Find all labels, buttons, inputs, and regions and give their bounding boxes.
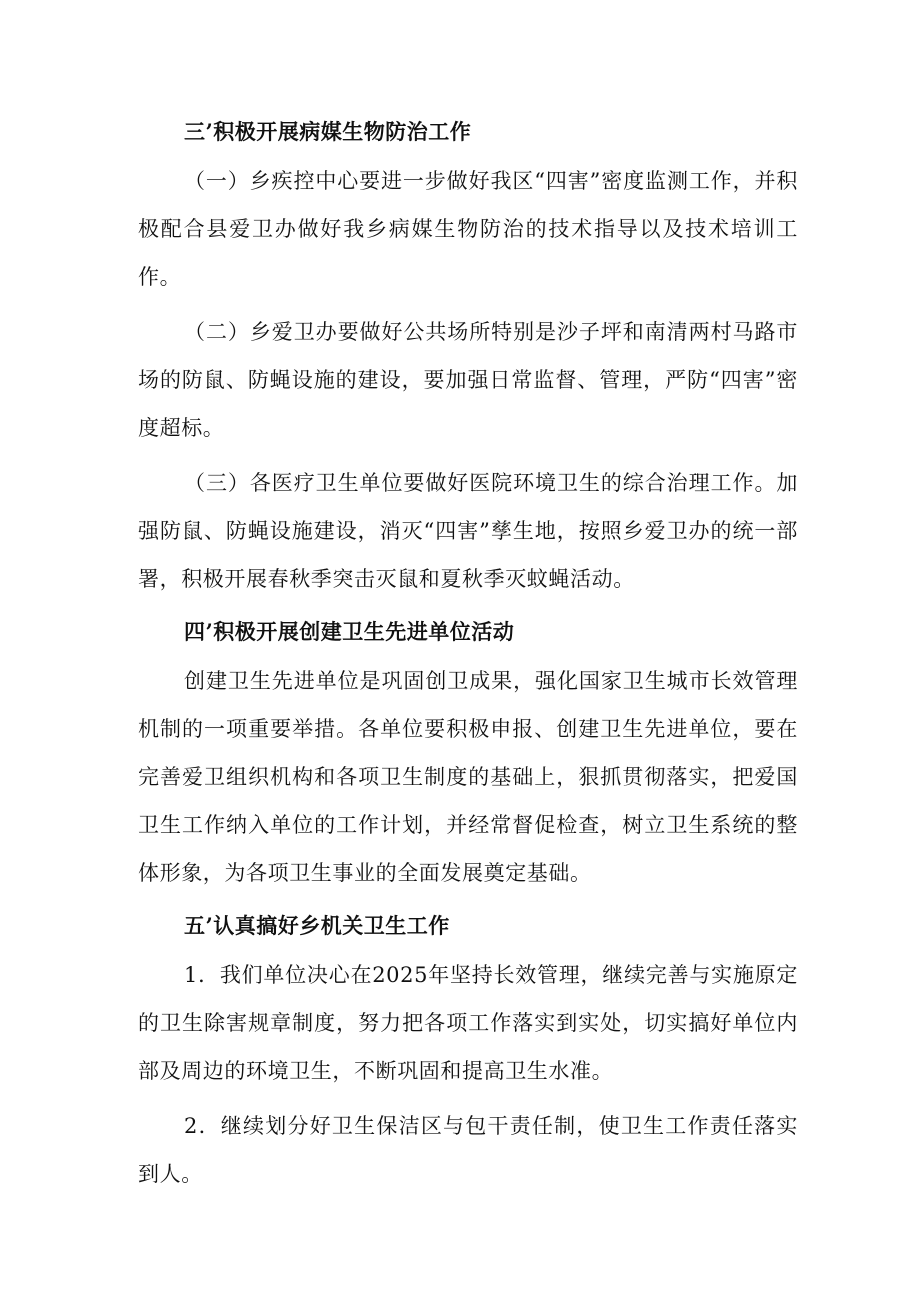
paragraph-3-3: （三）各医疗卫生单位要做好医院环境卫生的综合治理工作。加强防鼠、防蝇设施建设，消灭“四害”孳生地，按照乡爱卫办的统一部署，积极开展春秋季突击灭鼠和夏秋季灭蚊蝇活动。 (138, 471, 798, 591)
section-heading-3: 三’积极开展病媒生物防治工作 (184, 119, 472, 144)
paragraph-3-1: （一）乡疾控中心要进一步做好我区“四害”密度监测工作，并积极配合县爱卫办做好我乡病媒生物防治的技术指导以及技术培训工作。 (138, 169, 798, 289)
paragraph-5-1: 1．我们单位决心在2025年坚持长效管理，继续完善与实施原定的卫生除害规章制度，努力把各项工作落实到实处，切实搞好单位内部及周边的环境卫生，不断巩固和提高卫生水准。 (138, 963, 798, 1083)
paragraph-5-2: 2．继续划分好卫生保洁区与包干责任制，使卫生工作责任落实到人。 (138, 1114, 798, 1186)
document-body (138, 110, 798, 1205)
paragraph-4-1: 创建卫生先进单位是巩固创卫成果，强化国家卫生城市长效管理机制的一项重要举措。各单位要积极申报、创建卫生先进单位，要在完善爱卫组织机构和各项卫生制度的基础上，狠抓贯彻落实，把爱国卫生工作纳入单位的工作计划，并经常督促检查，树立卫生系统的整体形象，为各项卫生事业的全面发展奠定基础。 (138, 669, 798, 885)
paragraph-3-2: （二）乡爱卫办要做好公共场所特别是沙子坪和南清两村马路市场的防鼠、防蝇设施的建设，要加强日常监督、管理，严防“四害”密度超标。 (138, 320, 798, 440)
section-heading-4: 四’积极开展创建卫生先进单位活动 (184, 619, 515, 644)
section-heading-5: 五’认真搞好乡机关卫生工作 (184, 913, 450, 938)
